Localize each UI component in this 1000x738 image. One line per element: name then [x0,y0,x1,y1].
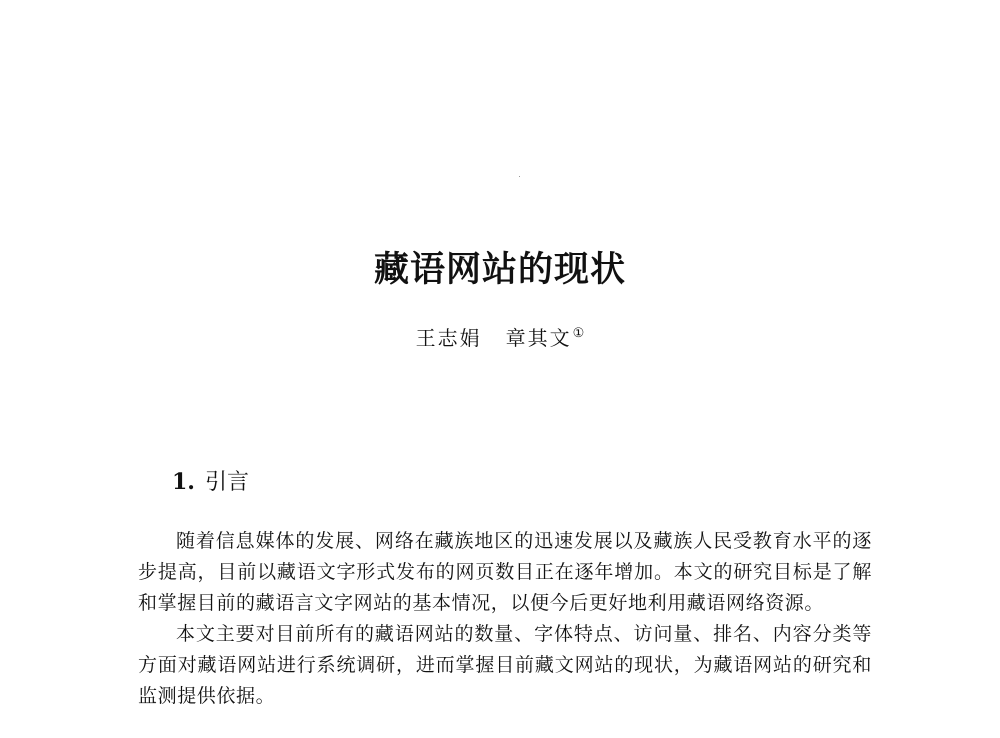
section-body [138,526,872,712]
footnote-marker: ① [572,326,585,341]
paragraph: 随着信息媒体的发展、网络在藏族地区的迅速发展以及藏族人民受教育水平的逐步提高，目前以藏语文字形式发布的网页数目正在逐年增加。本文的研究目标是了解和掌握目前的藏语言文字网站的基本情况，以便今后更好地利用藏语网络资源。 [138,530,872,614]
section-title: 引言 [204,470,249,495]
paragraph: 本文主要对目前所有的藏语网站的数量、字体特点、访问量、排名、内容分类等方面对藏语网站进行系统调研，进而掌握目前藏文网站的现状，为藏语网站的研究和监测提供依据。 [138,623,872,707]
scan-speck [519,176,520,177]
author-name: 章其文 [505,326,572,350]
article-title: 藏语网站的现状 [373,249,626,290]
section-number: 1. [172,469,195,495]
section-heading [172,465,249,500]
author-name: 王志娟 [415,326,482,350]
author-line [0,318,1000,354]
